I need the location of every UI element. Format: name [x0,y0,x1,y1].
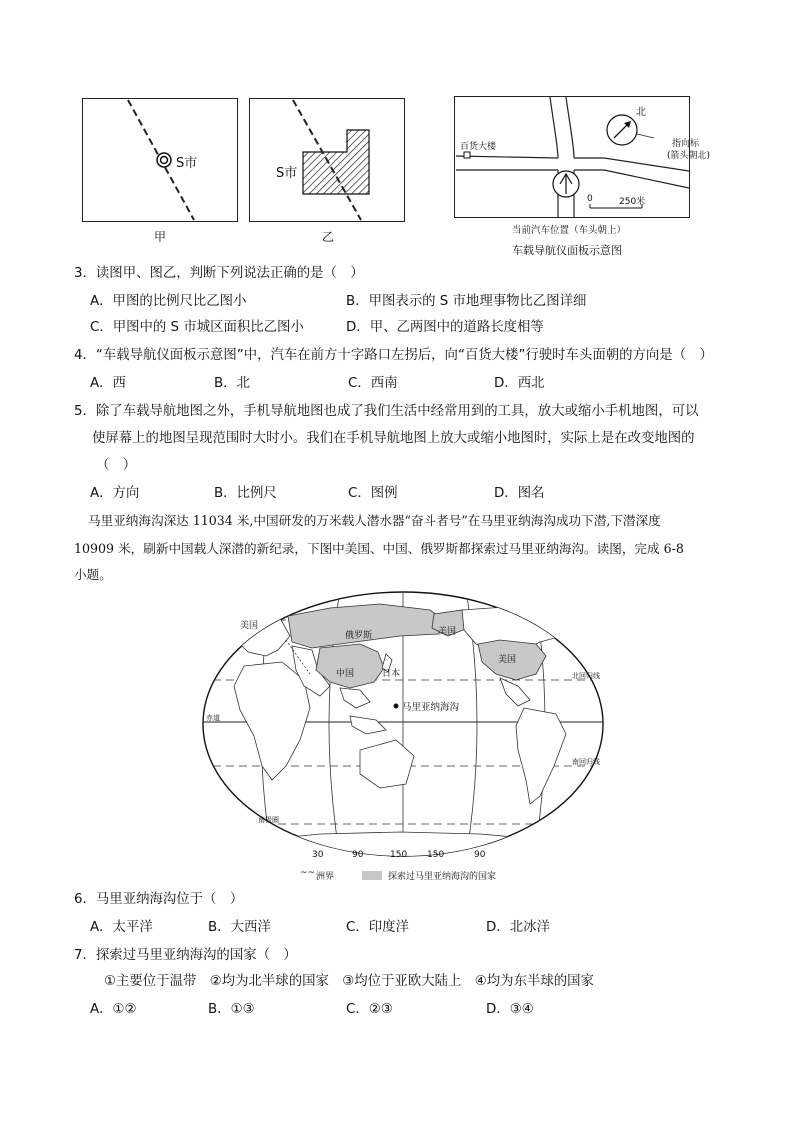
store-label: 百货大楼 [460,142,497,152]
question-6-stem: 6．马里亚纳海沟位于（ ） [74,892,244,907]
boundary-legend-icon: ~~ [300,868,316,878]
figure-jia [82,98,238,222]
longitude-label: 30 [312,850,324,860]
option-7b: B．①③ [208,1002,255,1017]
label-us-main: 美国 [498,655,517,665]
question-3-stem: 3．读图甲、图乙，判断下列说法正确的是（ ） [74,266,364,281]
longitude-label: 150 [390,850,408,860]
question-5-line1: 5．除了车载导航地图之外，手机导航地图也成了我们生活中经常用到的工具，放大或缩小手机地图，可以 [74,404,699,419]
city-label: S市 [176,156,198,171]
option-5d: D．图名 [494,486,545,501]
store-icon [464,152,470,158]
option-3b: B．甲图表示的 S 市地理事物比乙图详细 [346,294,587,309]
passage-line1: 马里亚纳海沟深达 11034 米,中国研发的万米载人潜水器“奋斗者号”在马里亚纳海沟成功下潜,下潜深度 [88,513,661,528]
longitude-label: 90 [474,850,486,860]
label-antarctic: 南极圈 [258,816,279,824]
legend-explorer-label: 探索过马里亚纳海沟的国家 [388,872,497,882]
passage-line2: 10909 米，刷新中国载人深潜的新纪录，下图中美国、中国、俄罗斯都探索过马里亚纳海沟。读图，完成 6-8 [74,541,684,556]
option-6b: B．大西洋 [208,920,271,935]
scale-zero: 0 [587,194,593,204]
label-us-alaska: 美国 [240,621,259,631]
option-5c: C．图例 [348,486,398,501]
option-3c: C．甲图中的 S 市城区面积比乙图小 [90,320,304,335]
figure-yi [249,98,405,222]
question-5-line3: （ ） [96,458,137,473]
scale-value: 250米 [619,197,646,207]
label-equator: 赤道 [206,714,220,722]
question-7-stem: 7．探索过马里亚纳海沟的国家（ ） [74,948,297,963]
label-china: 中国 [336,669,355,679]
city-label: S市 [276,162,297,181]
compass-note: (箭头朝北) [667,151,711,161]
north-label: 北 [636,107,646,118]
longitude-label: 90 [352,850,364,860]
option-5b: B．比例尺 [214,486,277,501]
compass-label: 指向标 [672,139,700,149]
option-6d: D．北冰洋 [486,920,550,935]
option-7c: C．②③ [346,1002,393,1017]
option-4d: D．西北 [494,376,545,391]
option-3a: A．甲图的比例尺比乙图小 [90,294,247,309]
option-4b: B．北 [214,376,250,391]
trench-marker-icon [394,704,399,709]
option-3d: D．甲、乙两图中的道路长度相等 [346,320,544,335]
label-tropic-north: 北回归线 [572,672,600,680]
option-6c: C．印度洋 [346,920,409,935]
caption-jia: 甲 [154,230,167,244]
label-japan: 日本 [382,669,401,679]
world-map [200,590,606,862]
nav-panel [454,96,690,218]
legend-boundary-label: 洲界 [316,872,335,882]
map-yi [249,98,405,222]
option-7a: A．①② [90,1002,137,1017]
label-trench: 马里亚纳海沟 [402,702,460,713]
option-4c: C．西南 [348,376,398,391]
option-6a: A．太平洋 [90,920,153,935]
option-7d: D．③④ [486,1002,534,1017]
longitude-label: 150 [427,850,445,860]
caption-nav: 车载导航仪面板示意图 [512,244,622,257]
caption-yi: 乙 [322,230,335,244]
option-4a: A．西 [90,376,126,391]
car-label: 当前汽车位置（车头朝上） [512,225,627,236]
question-5-line2: 使屏幕上的地图呈现范围时大时小。我们在手机导航地图上放大或缩小地图时，实际上是在改变地图的 [92,431,695,446]
question-7-statements: ①主要位于温带 ②均为北半球的国家 ③均位于亚欧大陆上 ④均为东半球的国家 [104,974,594,989]
label-russia: 俄罗斯 [345,631,373,641]
figure-nav [454,96,711,218]
map-legend [300,868,530,884]
map-jia [82,98,238,222]
passage-line3: 小题。 [74,567,112,582]
explorer-swatch [362,871,382,880]
question-4-stem: 4．“车载导航仪面板示意图”中，汽车在前方十字路口左拐后，向“百货大楼”行驶时车头面朝的方向是（ ） [74,348,713,363]
label-tropic-south: 南回归线 [572,758,600,766]
label-us-east: 美国 [438,627,457,637]
option-5a: A．方向 [90,486,140,501]
